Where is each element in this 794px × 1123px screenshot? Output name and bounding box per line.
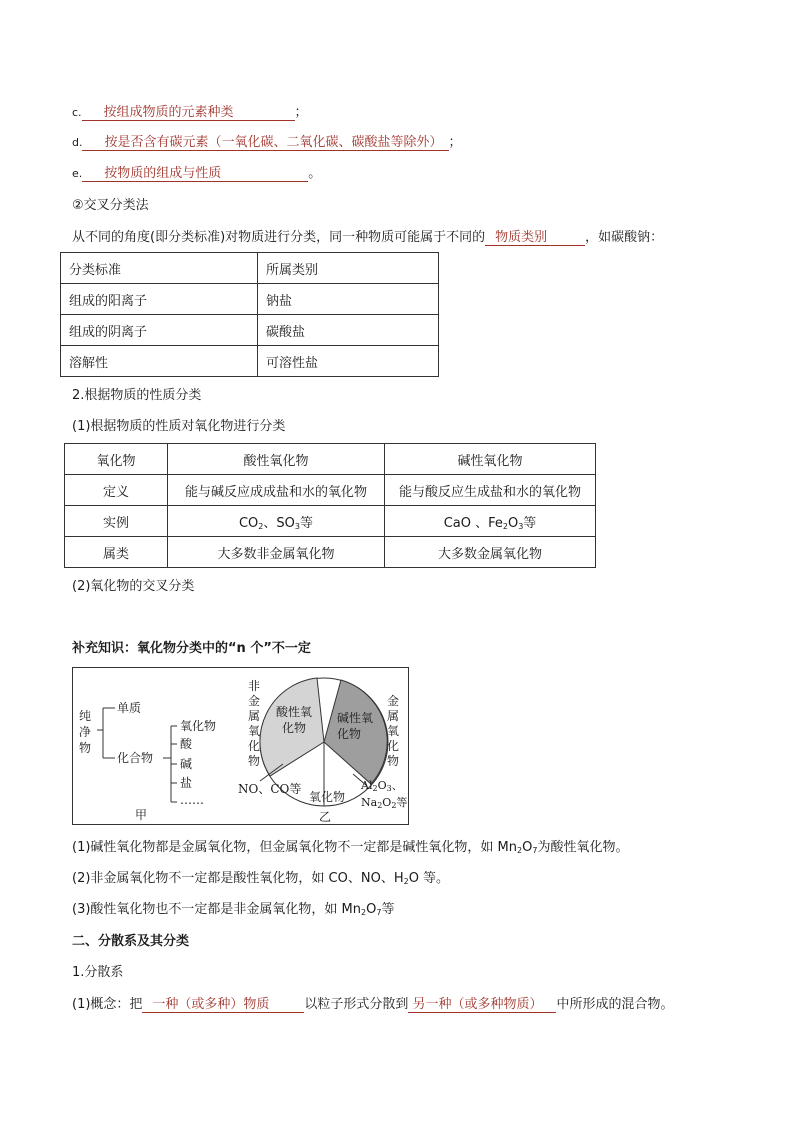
char: 物 <box>387 754 400 768</box>
subscript: 7 <box>532 846 538 855</box>
subscript: 2 <box>361 908 367 917</box>
al-na-label <box>361 779 407 813</box>
answer-blank: 按是否含有碳元素（一氧化碳、二氧化碳、碳酸盐等除外） <box>82 135 448 151</box>
note-text: O <box>522 840 533 855</box>
concept-text: 以粒子形式分散到 <box>304 997 409 1012</box>
punctuation: ； <box>448 135 462 150</box>
subscript: 3 <box>294 521 300 531</box>
char: 属 <box>387 709 400 723</box>
table-row <box>61 346 439 377</box>
table-cell: 氧化物 <box>65 444 168 475</box>
formula: O <box>507 515 519 531</box>
text-line: 化物 <box>337 727 362 741</box>
note-text: 等 <box>381 902 395 917</box>
note-text: (1)碱性氧化物都是金属氧化物，但金属氧化物不一定都是碱性氧化物，如 Mn <box>72 840 518 855</box>
table-row <box>61 284 439 315</box>
char: 非 <box>248 679 261 693</box>
subscript: 2 <box>391 801 397 810</box>
section-2-2-title: (2)氧化物的交叉分类 <box>72 579 195 594</box>
formula: Al <box>361 779 373 792</box>
text-line: 碱性氧 <box>337 711 374 725</box>
formula-line <box>361 796 407 813</box>
answer-blank: 一种（或多种）物质 <box>142 997 304 1013</box>
concept-text: 中所形成的混合物。 <box>556 997 674 1012</box>
metal-oxide-label <box>387 694 399 769</box>
punctuation: ； <box>294 105 308 120</box>
oxide-label: 氧化物 <box>309 790 346 804</box>
char: 金 <box>248 694 261 708</box>
basic-oxide-label <box>337 710 373 742</box>
desc-text: ，如碳酸钠： <box>585 230 664 245</box>
note-1 <box>72 839 628 860</box>
formula-line <box>361 779 407 796</box>
note-text: O <box>366 902 377 917</box>
table-row <box>65 444 596 475</box>
formula: 等 <box>299 515 313 531</box>
table-row <box>61 253 439 284</box>
subscript: 2 <box>517 846 523 855</box>
section-title-dispersion: 二、分散系及其分类 <box>72 934 190 949</box>
table-cell: 酸性氧化物 <box>168 444 385 475</box>
char: 氧 <box>387 724 400 738</box>
concept-line <box>72 996 673 1014</box>
char: 物 <box>79 741 92 755</box>
formula: 等 <box>523 515 537 531</box>
concept-text: (1)概念：把 <box>72 997 143 1012</box>
table-cell: 能与碱反应成成盐和水的氧化物 <box>168 475 385 506</box>
item-prefix: d. <box>72 136 83 149</box>
table-cell: 属类 <box>65 537 168 568</box>
subscript: 3 <box>386 784 392 793</box>
table-cell: 溶解性 <box>61 346 258 377</box>
desc-text: 从不同的角度(即分类标准)对物质进行分类，同一种物质可能属于不同的 <box>72 230 486 245</box>
table-row <box>65 506 596 537</box>
formula: 、SO <box>263 515 295 531</box>
table-cell: 组成的阴离子 <box>61 315 258 346</box>
line-d <box>72 134 462 152</box>
pure-substance-label <box>79 708 91 756</box>
answer-blank: 按物质的组成与性质 <box>82 166 308 182</box>
compound-label: 化合物 <box>117 751 154 765</box>
line-e <box>72 165 321 183</box>
table-cell: 可溶性盐 <box>258 346 439 377</box>
table-cell: 碳酸盐 <box>258 315 439 346</box>
note-text: (2)非金属氧化物不一定都是酸性氧化物，如 CO、NO、H <box>72 871 404 886</box>
note-text: O 等。 <box>408 871 450 886</box>
answer-blank: 按组成物质的元素种类 <box>82 105 295 121</box>
formula: 、 <box>391 779 403 792</box>
label-jia: 甲 <box>135 808 148 822</box>
note-3 <box>72 901 394 922</box>
diagram-lines <box>73 668 410 826</box>
formula: CO <box>238 515 259 531</box>
item-prefix: c. <box>72 106 82 119</box>
subscript: 2 <box>502 521 508 531</box>
table-cell: 所属类别 <box>258 253 439 284</box>
punctuation: 。 <box>308 166 322 181</box>
dispersion-subtitle: 1.分散系 <box>72 965 124 980</box>
table-cell <box>168 506 385 537</box>
char: 化 <box>387 739 400 753</box>
kind-salt: 盐 <box>180 776 193 790</box>
subscript: 7 <box>376 908 382 917</box>
answer-blank: 物质类别 <box>485 230 585 246</box>
text-line: 化物 <box>282 721 307 735</box>
table-cell: 定义 <box>65 475 168 506</box>
text-line: 酸性氧 <box>276 705 313 719</box>
kind-base: 碱 <box>180 757 193 771</box>
table-cell: 能与酸反应生成盐和水的氧化物 <box>385 475 596 506</box>
table-row <box>65 475 596 506</box>
table-row <box>65 537 596 568</box>
table-row <box>61 315 439 346</box>
kind-acid: 酸 <box>180 737 193 751</box>
sodium-carbonate-table <box>60 252 439 377</box>
element-label: 单质 <box>117 701 142 715</box>
label-yi: 乙 <box>319 810 332 824</box>
char: 属 <box>248 709 261 723</box>
char: 化 <box>248 739 261 753</box>
table-cell <box>385 506 596 537</box>
subscript: 2 <box>258 521 264 531</box>
table-cell: 分类标准 <box>61 253 258 284</box>
cross-classification-desc <box>72 229 663 247</box>
char: 净 <box>79 725 92 739</box>
char: 氧 <box>248 724 261 738</box>
note-text: 为酸性氧化物。 <box>537 840 629 855</box>
table-cell: 钠盐 <box>258 284 439 315</box>
formula: CaO 、Fe <box>443 515 503 531</box>
subscript: 2 <box>403 877 409 886</box>
formula: O <box>382 796 392 809</box>
cross-classification-title: ②交叉分类法 <box>72 198 149 213</box>
table-cell: 碱性氧化物 <box>385 444 596 475</box>
oxide-table <box>64 443 596 568</box>
char: 纯 <box>79 709 92 723</box>
formula: O <box>377 779 387 792</box>
kind-oxide: 氧化物 <box>180 719 217 733</box>
section-2-title: 2.根据物质的性质分类 <box>72 388 202 403</box>
subscript: 2 <box>377 801 383 810</box>
formula: Na <box>361 796 378 809</box>
oxide-classification-diagram <box>72 667 409 825</box>
acid-oxide-label <box>276 704 312 736</box>
table-cell: 组成的阳离子 <box>61 284 258 315</box>
formula: 等 <box>396 796 408 809</box>
subscript: 3 <box>518 521 524 531</box>
note-2 <box>72 870 449 891</box>
line-c <box>72 104 308 122</box>
nonmetal-oxide-label <box>248 679 260 769</box>
kind-others: …… <box>180 793 204 807</box>
table-cell: 大多数金属氧化物 <box>385 537 596 568</box>
item-prefix: e. <box>72 167 83 180</box>
section-2-1-title: (1)根据物质的性质对氧化物进行分类 <box>72 419 286 434</box>
supplement-title: 补充知识：氧化物分类中的“n 个”不一定 <box>72 641 311 656</box>
table-cell: 实例 <box>65 506 168 537</box>
char: 金 <box>387 694 400 708</box>
table-cell: 大多数非金属氧化物 <box>168 537 385 568</box>
no-co-label: NO、CO等 <box>238 782 302 796</box>
answer-blank: 另一种（或多种物质） <box>408 997 556 1013</box>
char: 物 <box>248 754 261 768</box>
note-text: (3)酸性氧化物也不一定都是非金属氧化物，如 Mn <box>72 902 362 917</box>
subscript: 2 <box>372 784 378 793</box>
